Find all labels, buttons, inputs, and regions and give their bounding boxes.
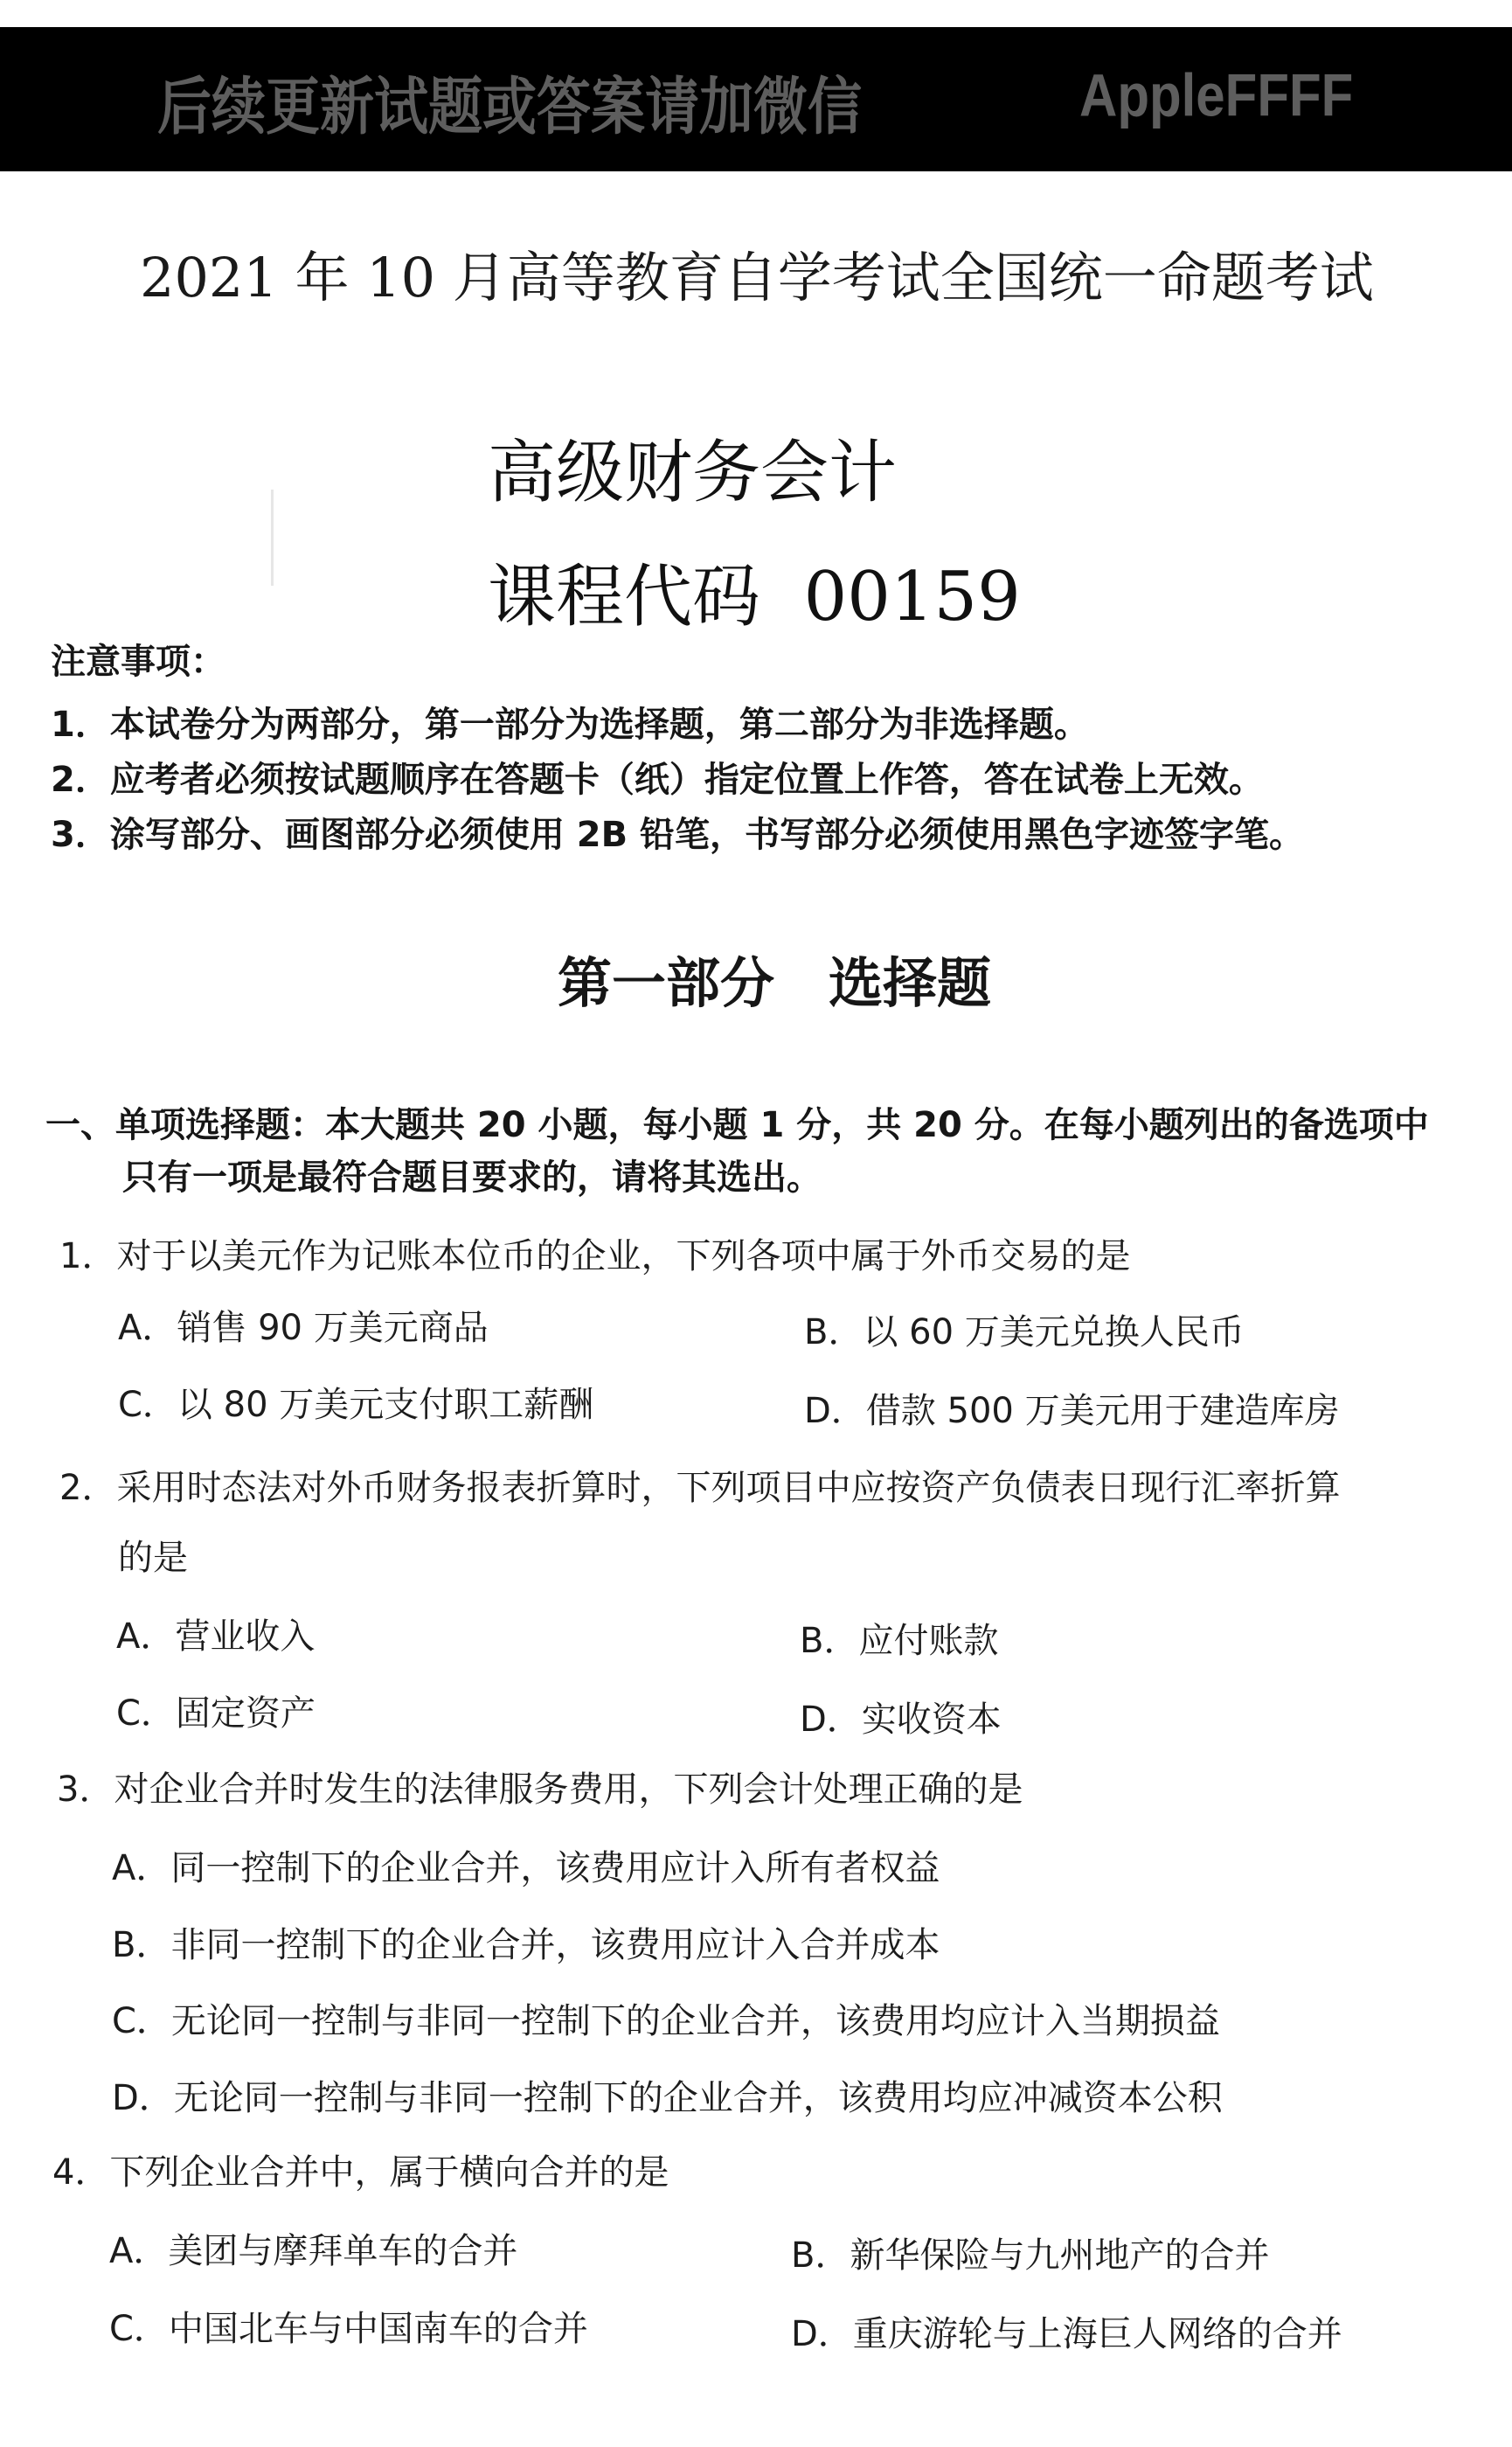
option-a: A．营业收入 [116, 1616, 316, 1657]
question-stem: 4．下列企业合并中，属于横向合并的是 [52, 2152, 669, 2193]
course-name: 高级财务会计 [488, 434, 898, 512]
option-c: C．无论同一控制与非同一控制下的企业合并，该费用均应计入当期损益 [112, 2001, 1220, 2041]
notice-item: 1．本试卷分为两部分，第一部分为选择题，第二部分为非选择题。 [51, 705, 1089, 745]
option-d: D．实收资本 [800, 1700, 1002, 1740]
option-b: B．非同一控制下的企业合并，该费用应计入合并成本 [112, 1925, 940, 1965]
question-stem-cont: 的是 [118, 1538, 188, 1578]
exam-title: 2021 年 10 月高等教育自学考试全国统一命题考试 [140, 246, 1374, 309]
section-intro: 一、单项选择题：本大题共 20 小题，每小题 1 分，共 20 分。在每小题列出的备选项中 [45, 1105, 1429, 1145]
option-b: B．新华保险与九州地产的合并 [791, 2235, 1270, 2276]
option-c: C．固定资产 [116, 1693, 316, 1734]
scan-artifact [271, 490, 274, 586]
question-stem: 2．采用时态法对外币财务报表折算时，下列项目中应按资产负债表日现行汇率折算 [59, 1468, 1341, 1508]
watermark-text: 后续更新试题或答案请加微信 [157, 69, 863, 143]
watermark-wechat-id: AppleFFFF [1079, 61, 1354, 129]
notice-heading: 注意事项： [51, 642, 225, 682]
course-code-line [488, 542, 1021, 640]
course-code: 00159 [803, 558, 1021, 636]
course-code-label: 课程代码 [488, 558, 761, 636]
option-a: A．美团与摩拜单车的合并 [109, 2231, 518, 2271]
option-d: D．重庆游轮与上海巨人网络的合并 [791, 2314, 1342, 2354]
part-title: 第一部分 选择题 [558, 951, 992, 1015]
watermark-banner [0, 27, 1512, 171]
option-b: B．以 60 万美元兑换人民币 [804, 1312, 1245, 1352]
option-a: A．销售 90 万美元商品 [118, 1308, 489, 1348]
option-d: D．无论同一控制与非同一控制下的企业合并，该费用均应冲减资本公积 [112, 2078, 1223, 2118]
option-c: C．以 80 万美元支付职工薪酬 [118, 1385, 594, 1425]
question-stem: 1．对于以美元作为记账本位币的企业，下列各项中属于外币交易的是 [59, 1236, 1131, 1276]
option-b: B．应付账款 [800, 1621, 999, 1661]
section-intro-cont: 只有一项是最符合题目要求的，请将其选出。 [122, 1157, 822, 1198]
option-a: A．同一控制下的企业合并，该费用应计入所有者权益 [112, 1848, 940, 1888]
notice-item: 2．应考者必须按试题顺序在答题卡（纸）指定位置上作答，答在试卷上无效。 [51, 760, 1264, 800]
option-d: D．借款 500 万美元用于建造库房 [804, 1391, 1340, 1431]
option-c: C．中国北车与中国南车的合并 [109, 2309, 588, 2349]
notice-item: 3．涂写部分、画图部分必须使用 2B 铅笔，书写部分必须使用黑色字迹签字笔。 [51, 815, 1305, 855]
question-stem: 3．对企业合并时发生的法律服务费用，下列会计处理正确的是 [57, 1769, 1023, 1810]
